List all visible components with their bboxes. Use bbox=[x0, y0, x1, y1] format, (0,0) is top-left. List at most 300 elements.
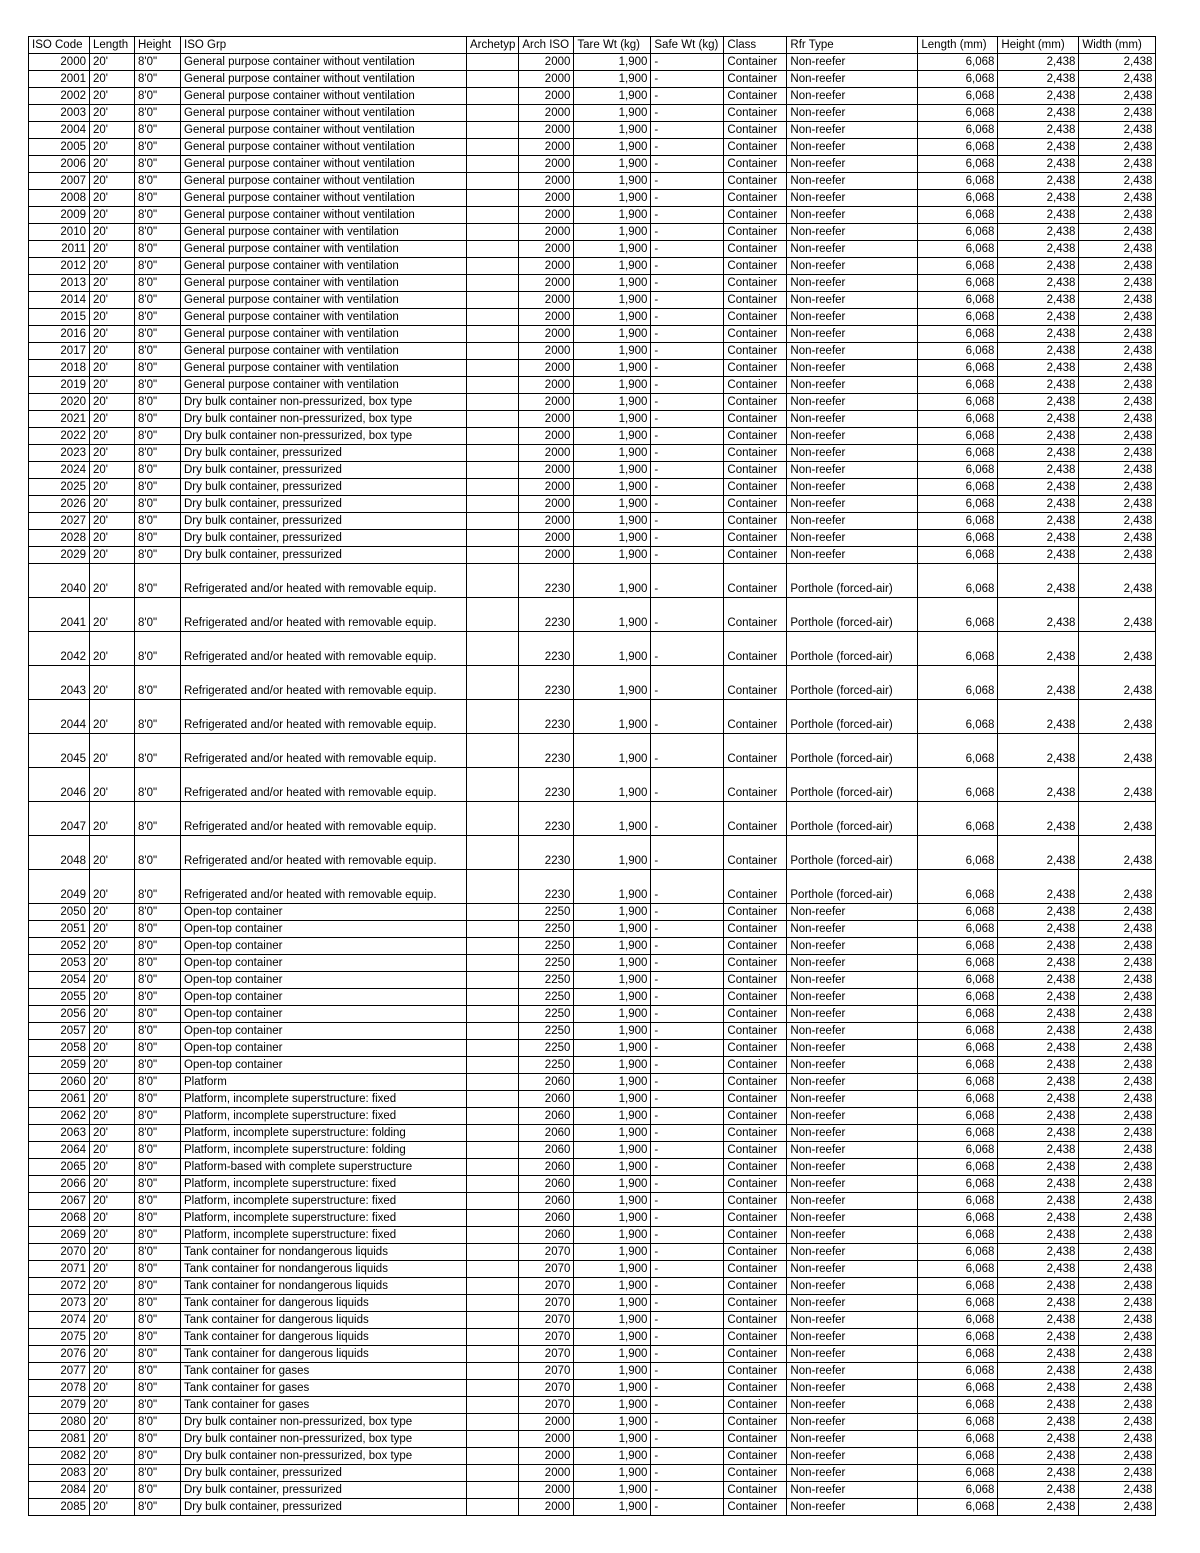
cell-length-mm: 6,068 bbox=[918, 921, 998, 938]
cell-iso-code: 2025 bbox=[29, 479, 90, 496]
cell-tare-wt: 1,900 bbox=[574, 1023, 651, 1040]
cell-class: Container bbox=[724, 275, 787, 292]
cell-safe-wt: - bbox=[651, 768, 724, 802]
cell-width-mm: 2,438 bbox=[1079, 71, 1156, 88]
table-row bbox=[29, 1278, 1156, 1295]
cell-width-mm: 2,438 bbox=[1079, 479, 1156, 496]
cell-length: 20' bbox=[90, 428, 135, 445]
cell-iso-code: 2068 bbox=[29, 1210, 90, 1227]
cell-rfr-type: Non-reefer bbox=[787, 938, 918, 955]
cell-archetype bbox=[467, 258, 519, 275]
cell-iso-code: 2076 bbox=[29, 1346, 90, 1363]
cell-width-mm: 2,438 bbox=[1079, 122, 1156, 139]
cell-width-mm: 2,438 bbox=[1079, 1091, 1156, 1108]
cell-archetype bbox=[467, 377, 519, 394]
cell-rfr-type: Non-reefer bbox=[787, 343, 918, 360]
table-row bbox=[29, 428, 1156, 445]
cell-iso-code: 2066 bbox=[29, 1176, 90, 1193]
cell-iso-code: 2047 bbox=[29, 802, 90, 836]
cell-class: Container bbox=[724, 513, 787, 530]
cell-tare-wt: 1,900 bbox=[574, 1227, 651, 1244]
cell-iso-grp: Dry bulk container non-pressurized, box type bbox=[181, 411, 467, 428]
table-row bbox=[29, 972, 1156, 989]
table-row bbox=[29, 258, 1156, 275]
cell-arch-iso: 2000 bbox=[519, 394, 574, 411]
cell-iso-grp: Open-top container bbox=[181, 921, 467, 938]
cell-arch-iso: 2000 bbox=[519, 411, 574, 428]
cell-safe-wt: - bbox=[651, 1482, 724, 1499]
cell-iso-grp: Dry bulk container, pressurized bbox=[181, 513, 467, 530]
cell-iso-code: 2040 bbox=[29, 564, 90, 598]
cell-arch-iso: 2000 bbox=[519, 275, 574, 292]
col-header-arch-iso: Arch ISO bbox=[519, 37, 574, 54]
cell-tare-wt: 1,900 bbox=[574, 343, 651, 360]
cell-height-mm: 2,438 bbox=[998, 1346, 1079, 1363]
cell-iso-grp: General purpose container with ventilation bbox=[181, 224, 467, 241]
cell-length: 20' bbox=[90, 496, 135, 513]
cell-rfr-type: Non-reefer bbox=[787, 326, 918, 343]
cell-class: Container bbox=[724, 1278, 787, 1295]
cell-iso-code: 2081 bbox=[29, 1431, 90, 1448]
cell-height: 8'0" bbox=[135, 1397, 181, 1414]
cell-height: 8'0" bbox=[135, 513, 181, 530]
cell-tare-wt: 1,900 bbox=[574, 598, 651, 632]
cell-iso-grp: Tank container for dangerous liquids bbox=[181, 1295, 467, 1312]
cell-length: 20' bbox=[90, 921, 135, 938]
cell-arch-iso: 2060 bbox=[519, 1125, 574, 1142]
cell-arch-iso: 2000 bbox=[519, 1465, 574, 1482]
cell-safe-wt: - bbox=[651, 972, 724, 989]
cell-archetype bbox=[467, 802, 519, 836]
table-row bbox=[29, 1295, 1156, 1312]
cell-safe-wt: - bbox=[651, 105, 724, 122]
cell-rfr-type: Non-reefer bbox=[787, 292, 918, 309]
cell-archetype bbox=[467, 479, 519, 496]
cell-length: 20' bbox=[90, 1108, 135, 1125]
cell-length: 20' bbox=[90, 904, 135, 921]
cell-class: Container bbox=[724, 1346, 787, 1363]
cell-rfr-type: Porthole (forced-air) bbox=[787, 700, 918, 734]
table-row bbox=[29, 1363, 1156, 1380]
cell-width-mm: 2,438 bbox=[1079, 1380, 1156, 1397]
cell-length-mm: 6,068 bbox=[918, 1261, 998, 1278]
cell-iso-code: 2073 bbox=[29, 1295, 90, 1312]
cell-length-mm: 6,068 bbox=[918, 258, 998, 275]
cell-safe-wt: - bbox=[651, 173, 724, 190]
cell-height-mm: 2,438 bbox=[998, 1261, 1079, 1278]
cell-height-mm: 2,438 bbox=[998, 802, 1079, 836]
cell-iso-grp: Tank container for gases bbox=[181, 1363, 467, 1380]
cell-length: 20' bbox=[90, 1159, 135, 1176]
cell-arch-iso: 2000 bbox=[519, 88, 574, 105]
cell-arch-iso: 2250 bbox=[519, 904, 574, 921]
cell-length: 20' bbox=[90, 1244, 135, 1261]
cell-archetype bbox=[467, 1176, 519, 1193]
cell-iso-code: 2045 bbox=[29, 734, 90, 768]
cell-width-mm: 2,438 bbox=[1079, 700, 1156, 734]
cell-height-mm: 2,438 bbox=[998, 207, 1079, 224]
cell-height: 8'0" bbox=[135, 1261, 181, 1278]
cell-safe-wt: - bbox=[651, 377, 724, 394]
cell-class: Container bbox=[724, 547, 787, 564]
cell-height-mm: 2,438 bbox=[998, 666, 1079, 700]
cell-class: Container bbox=[724, 1482, 787, 1499]
cell-class: Container bbox=[724, 734, 787, 768]
cell-length-mm: 6,068 bbox=[918, 105, 998, 122]
cell-class: Container bbox=[724, 989, 787, 1006]
cell-archetype bbox=[467, 768, 519, 802]
cell-class: Container bbox=[724, 972, 787, 989]
cell-class: Container bbox=[724, 1261, 787, 1278]
cell-length-mm: 6,068 bbox=[918, 1295, 998, 1312]
cell-iso-code: 2079 bbox=[29, 1397, 90, 1414]
cell-length-mm: 6,068 bbox=[918, 632, 998, 666]
cell-class: Container bbox=[724, 190, 787, 207]
table-row bbox=[29, 1397, 1156, 1414]
cell-class: Container bbox=[724, 241, 787, 258]
cell-safe-wt: - bbox=[651, 1414, 724, 1431]
cell-length: 20' bbox=[90, 1176, 135, 1193]
cell-height-mm: 2,438 bbox=[998, 139, 1079, 156]
cell-height: 8'0" bbox=[135, 377, 181, 394]
cell-height: 8'0" bbox=[135, 71, 181, 88]
cell-archetype bbox=[467, 1380, 519, 1397]
cell-height: 8'0" bbox=[135, 1040, 181, 1057]
cell-height: 8'0" bbox=[135, 105, 181, 122]
cell-length-mm: 6,068 bbox=[918, 462, 998, 479]
cell-tare-wt: 1,900 bbox=[574, 802, 651, 836]
cell-length: 20' bbox=[90, 1006, 135, 1023]
cell-height-mm: 2,438 bbox=[998, 258, 1079, 275]
table-row bbox=[29, 564, 1156, 598]
cell-iso-code: 2055 bbox=[29, 989, 90, 1006]
cell-iso-grp: Dry bulk container, pressurized bbox=[181, 547, 467, 564]
cell-class: Container bbox=[724, 1397, 787, 1414]
cell-archetype bbox=[467, 1023, 519, 1040]
table-row bbox=[29, 360, 1156, 377]
cell-safe-wt: - bbox=[651, 258, 724, 275]
cell-archetype bbox=[467, 1465, 519, 1482]
cell-iso-grp: General purpose container without ventilation bbox=[181, 207, 467, 224]
cell-tare-wt: 1,900 bbox=[574, 1295, 651, 1312]
cell-length-mm: 6,068 bbox=[918, 1227, 998, 1244]
cell-class: Container bbox=[724, 462, 787, 479]
cell-iso-code: 2008 bbox=[29, 190, 90, 207]
cell-tare-wt: 1,900 bbox=[574, 547, 651, 564]
cell-length-mm: 6,068 bbox=[918, 768, 998, 802]
cell-height: 8'0" bbox=[135, 1176, 181, 1193]
cell-rfr-type: Non-reefer bbox=[787, 1023, 918, 1040]
cell-length: 20' bbox=[90, 768, 135, 802]
cell-height: 8'0" bbox=[135, 1142, 181, 1159]
cell-height-mm: 2,438 bbox=[998, 870, 1079, 904]
cell-tare-wt: 1,900 bbox=[574, 1431, 651, 1448]
cell-width-mm: 2,438 bbox=[1079, 513, 1156, 530]
cell-width-mm: 2,438 bbox=[1079, 1329, 1156, 1346]
cell-safe-wt: - bbox=[651, 802, 724, 836]
col-header-length: Length bbox=[90, 37, 135, 54]
cell-safe-wt: - bbox=[651, 1227, 724, 1244]
cell-height: 8'0" bbox=[135, 1465, 181, 1482]
cell-class: Container bbox=[724, 1499, 787, 1516]
table-row bbox=[29, 309, 1156, 326]
cell-iso-grp: Refrigerated and/or heated with removable equip. bbox=[181, 870, 467, 904]
cell-height-mm: 2,438 bbox=[998, 105, 1079, 122]
cell-height: 8'0" bbox=[135, 768, 181, 802]
cell-height-mm: 2,438 bbox=[998, 1329, 1079, 1346]
cell-safe-wt: - bbox=[651, 394, 724, 411]
cell-length: 20' bbox=[90, 938, 135, 955]
cell-class: Container bbox=[724, 1363, 787, 1380]
cell-archetype bbox=[467, 836, 519, 870]
cell-archetype bbox=[467, 156, 519, 173]
cell-safe-wt: - bbox=[651, 734, 724, 768]
cell-length-mm: 6,068 bbox=[918, 1397, 998, 1414]
cell-height-mm: 2,438 bbox=[998, 292, 1079, 309]
cell-width-mm: 2,438 bbox=[1079, 105, 1156, 122]
table-row bbox=[29, 479, 1156, 496]
cell-tare-wt: 1,900 bbox=[574, 1329, 651, 1346]
table-row bbox=[29, 190, 1156, 207]
cell-height-mm: 2,438 bbox=[998, 972, 1079, 989]
cell-height: 8'0" bbox=[135, 1312, 181, 1329]
cell-rfr-type: Non-reefer bbox=[787, 1040, 918, 1057]
cell-archetype bbox=[467, 1057, 519, 1074]
cell-tare-wt: 1,900 bbox=[574, 836, 651, 870]
cell-tare-wt: 1,900 bbox=[574, 377, 651, 394]
cell-safe-wt: - bbox=[651, 1125, 724, 1142]
cell-class: Container bbox=[724, 598, 787, 632]
cell-width-mm: 2,438 bbox=[1079, 326, 1156, 343]
cell-iso-grp: Platform-based with complete superstructure bbox=[181, 1159, 467, 1176]
table-row bbox=[29, 921, 1156, 938]
cell-iso-grp: General purpose container with ventilation bbox=[181, 241, 467, 258]
cell-tare-wt: 1,900 bbox=[574, 309, 651, 326]
cell-rfr-type: Non-reefer bbox=[787, 1329, 918, 1346]
cell-class: Container bbox=[724, 479, 787, 496]
cell-tare-wt: 1,900 bbox=[574, 241, 651, 258]
cell-length: 20' bbox=[90, 1142, 135, 1159]
cell-length: 20' bbox=[90, 1448, 135, 1465]
cell-height-mm: 2,438 bbox=[998, 1108, 1079, 1125]
cell-safe-wt: - bbox=[651, 1397, 724, 1414]
cell-arch-iso: 2250 bbox=[519, 989, 574, 1006]
cell-arch-iso: 2000 bbox=[519, 377, 574, 394]
cell-height-mm: 2,438 bbox=[998, 1142, 1079, 1159]
cell-width-mm: 2,438 bbox=[1079, 1499, 1156, 1516]
cell-rfr-type: Porthole (forced-air) bbox=[787, 598, 918, 632]
cell-safe-wt: - bbox=[651, 1057, 724, 1074]
cell-tare-wt: 1,900 bbox=[574, 190, 651, 207]
cell-width-mm: 2,438 bbox=[1079, 445, 1156, 462]
cell-safe-wt: - bbox=[651, 1193, 724, 1210]
cell-height: 8'0" bbox=[135, 309, 181, 326]
cell-archetype bbox=[467, 462, 519, 479]
cell-class: Container bbox=[724, 1465, 787, 1482]
cell-safe-wt: - bbox=[651, 1448, 724, 1465]
cell-rfr-type: Non-reefer bbox=[787, 972, 918, 989]
cell-tare-wt: 1,900 bbox=[574, 1057, 651, 1074]
cell-iso-grp: Refrigerated and/or heated with removable equip. bbox=[181, 598, 467, 632]
cell-rfr-type: Non-reefer bbox=[787, 513, 918, 530]
cell-class: Container bbox=[724, 224, 787, 241]
cell-width-mm: 2,438 bbox=[1079, 1108, 1156, 1125]
cell-tare-wt: 1,900 bbox=[574, 105, 651, 122]
cell-archetype bbox=[467, 972, 519, 989]
cell-length-mm: 6,068 bbox=[918, 1499, 998, 1516]
cell-length-mm: 6,068 bbox=[918, 734, 998, 768]
cell-iso-grp: Dry bulk container non-pressurized, box type bbox=[181, 1431, 467, 1448]
cell-width-mm: 2,438 bbox=[1079, 1244, 1156, 1261]
cell-archetype bbox=[467, 241, 519, 258]
cell-arch-iso: 2000 bbox=[519, 292, 574, 309]
cell-iso-grp: Dry bulk container non-pressurized, box type bbox=[181, 394, 467, 411]
cell-length-mm: 6,068 bbox=[918, 343, 998, 360]
cell-class: Container bbox=[724, 530, 787, 547]
table-row bbox=[29, 156, 1156, 173]
cell-archetype bbox=[467, 547, 519, 564]
cell-archetype bbox=[467, 190, 519, 207]
cell-rfr-type: Non-reefer bbox=[787, 428, 918, 445]
cell-length: 20' bbox=[90, 71, 135, 88]
cell-length: 20' bbox=[90, 1482, 135, 1499]
cell-archetype bbox=[467, 955, 519, 972]
cell-height: 8'0" bbox=[135, 666, 181, 700]
cell-height: 8'0" bbox=[135, 734, 181, 768]
cell-length: 20' bbox=[90, 1278, 135, 1295]
cell-safe-wt: - bbox=[651, 598, 724, 632]
cell-iso-grp: Open-top container bbox=[181, 972, 467, 989]
cell-rfr-type: Non-reefer bbox=[787, 1346, 918, 1363]
table-row bbox=[29, 836, 1156, 870]
cell-length: 20' bbox=[90, 479, 135, 496]
cell-length: 20' bbox=[90, 513, 135, 530]
cell-safe-wt: - bbox=[651, 989, 724, 1006]
cell-archetype bbox=[467, 224, 519, 241]
cell-archetype bbox=[467, 292, 519, 309]
cell-iso-code: 2084 bbox=[29, 1482, 90, 1499]
cell-iso-grp: General purpose container without ventilation bbox=[181, 71, 467, 88]
cell-height-mm: 2,438 bbox=[998, 1006, 1079, 1023]
cell-safe-wt: - bbox=[651, 1363, 724, 1380]
cell-height: 8'0" bbox=[135, 1244, 181, 1261]
cell-width-mm: 2,438 bbox=[1079, 598, 1156, 632]
cell-tare-wt: 1,900 bbox=[574, 513, 651, 530]
table-row bbox=[29, 343, 1156, 360]
cell-width-mm: 2,438 bbox=[1079, 1363, 1156, 1380]
cell-class: Container bbox=[724, 71, 787, 88]
cell-length-mm: 6,068 bbox=[918, 309, 998, 326]
cell-length: 20' bbox=[90, 1465, 135, 1482]
cell-height: 8'0" bbox=[135, 1006, 181, 1023]
cell-arch-iso: 2060 bbox=[519, 1074, 574, 1091]
cell-width-mm: 2,438 bbox=[1079, 224, 1156, 241]
cell-archetype bbox=[467, 309, 519, 326]
cell-rfr-type: Non-reefer bbox=[787, 1159, 918, 1176]
cell-tare-wt: 1,900 bbox=[574, 122, 651, 139]
cell-rfr-type: Non-reefer bbox=[787, 88, 918, 105]
cell-width-mm: 2,438 bbox=[1079, 207, 1156, 224]
cell-tare-wt: 1,900 bbox=[574, 700, 651, 734]
cell-height: 8'0" bbox=[135, 1091, 181, 1108]
cell-arch-iso: 2250 bbox=[519, 1040, 574, 1057]
cell-rfr-type: Non-reefer bbox=[787, 1244, 918, 1261]
cell-length-mm: 6,068 bbox=[918, 326, 998, 343]
cell-iso-grp: Open-top container bbox=[181, 955, 467, 972]
cell-iso-grp: Refrigerated and/or heated with removable equip. bbox=[181, 768, 467, 802]
cell-height-mm: 2,438 bbox=[998, 530, 1079, 547]
cell-iso-code: 2015 bbox=[29, 309, 90, 326]
cell-iso-grp: Dry bulk container, pressurized bbox=[181, 479, 467, 496]
cell-iso-code: 2060 bbox=[29, 1074, 90, 1091]
cell-safe-wt: - bbox=[651, 513, 724, 530]
cell-iso-grp: Platform, incomplete superstructure: fixed bbox=[181, 1193, 467, 1210]
cell-height: 8'0" bbox=[135, 1193, 181, 1210]
cell-width-mm: 2,438 bbox=[1079, 428, 1156, 445]
cell-iso-grp: Dry bulk container, pressurized bbox=[181, 1482, 467, 1499]
table-row bbox=[29, 207, 1156, 224]
cell-iso-code: 2083 bbox=[29, 1465, 90, 1482]
cell-tare-wt: 1,900 bbox=[574, 1159, 651, 1176]
cell-height-mm: 2,438 bbox=[998, 904, 1079, 921]
cell-iso-grp: Platform, incomplete superstructure: fixed bbox=[181, 1210, 467, 1227]
cell-width-mm: 2,438 bbox=[1079, 360, 1156, 377]
cell-archetype bbox=[467, 1499, 519, 1516]
cell-iso-code: 2071 bbox=[29, 1261, 90, 1278]
cell-height: 8'0" bbox=[135, 1499, 181, 1516]
table-row bbox=[29, 445, 1156, 462]
cell-height: 8'0" bbox=[135, 190, 181, 207]
cell-height-mm: 2,438 bbox=[998, 343, 1079, 360]
cell-safe-wt: - bbox=[651, 1159, 724, 1176]
cell-height: 8'0" bbox=[135, 700, 181, 734]
cell-iso-grp: Dry bulk container, pressurized bbox=[181, 1499, 467, 1516]
cell-height-mm: 2,438 bbox=[998, 275, 1079, 292]
cell-arch-iso: 2000 bbox=[519, 224, 574, 241]
cell-safe-wt: - bbox=[651, 1380, 724, 1397]
cell-height: 8'0" bbox=[135, 921, 181, 938]
cell-rfr-type: Non-reefer bbox=[787, 377, 918, 394]
cell-rfr-type: Porthole (forced-air) bbox=[787, 666, 918, 700]
cell-arch-iso: 2000 bbox=[519, 343, 574, 360]
cell-iso-grp: Dry bulk container non-pressurized, box type bbox=[181, 1448, 467, 1465]
cell-height: 8'0" bbox=[135, 1108, 181, 1125]
cell-rfr-type: Porthole (forced-air) bbox=[787, 734, 918, 768]
cell-archetype bbox=[467, 88, 519, 105]
cell-rfr-type: Non-reefer bbox=[787, 1057, 918, 1074]
cell-length-mm: 6,068 bbox=[918, 1023, 998, 1040]
cell-rfr-type: Non-reefer bbox=[787, 224, 918, 241]
cell-archetype bbox=[467, 326, 519, 343]
cell-tare-wt: 1,900 bbox=[574, 139, 651, 156]
cell-class: Container bbox=[724, 309, 787, 326]
cell-width-mm: 2,438 bbox=[1079, 343, 1156, 360]
cell-iso-grp: General purpose container without ventilation bbox=[181, 139, 467, 156]
cell-arch-iso: 2230 bbox=[519, 802, 574, 836]
cell-iso-grp: General purpose container without ventilation bbox=[181, 88, 467, 105]
cell-height: 8'0" bbox=[135, 598, 181, 632]
col-header-width-mm: Width (mm) bbox=[1079, 37, 1156, 54]
cell-iso-grp: Dry bulk container non-pressurized, box type bbox=[181, 428, 467, 445]
cell-iso-code: 2012 bbox=[29, 258, 90, 275]
cell-height: 8'0" bbox=[135, 292, 181, 309]
cell-safe-wt: - bbox=[651, 360, 724, 377]
cell-rfr-type: Non-reefer bbox=[787, 1176, 918, 1193]
cell-width-mm: 2,438 bbox=[1079, 972, 1156, 989]
cell-height: 8'0" bbox=[135, 326, 181, 343]
cell-height-mm: 2,438 bbox=[998, 190, 1079, 207]
col-header-length-mm: Length (mm) bbox=[918, 37, 998, 54]
